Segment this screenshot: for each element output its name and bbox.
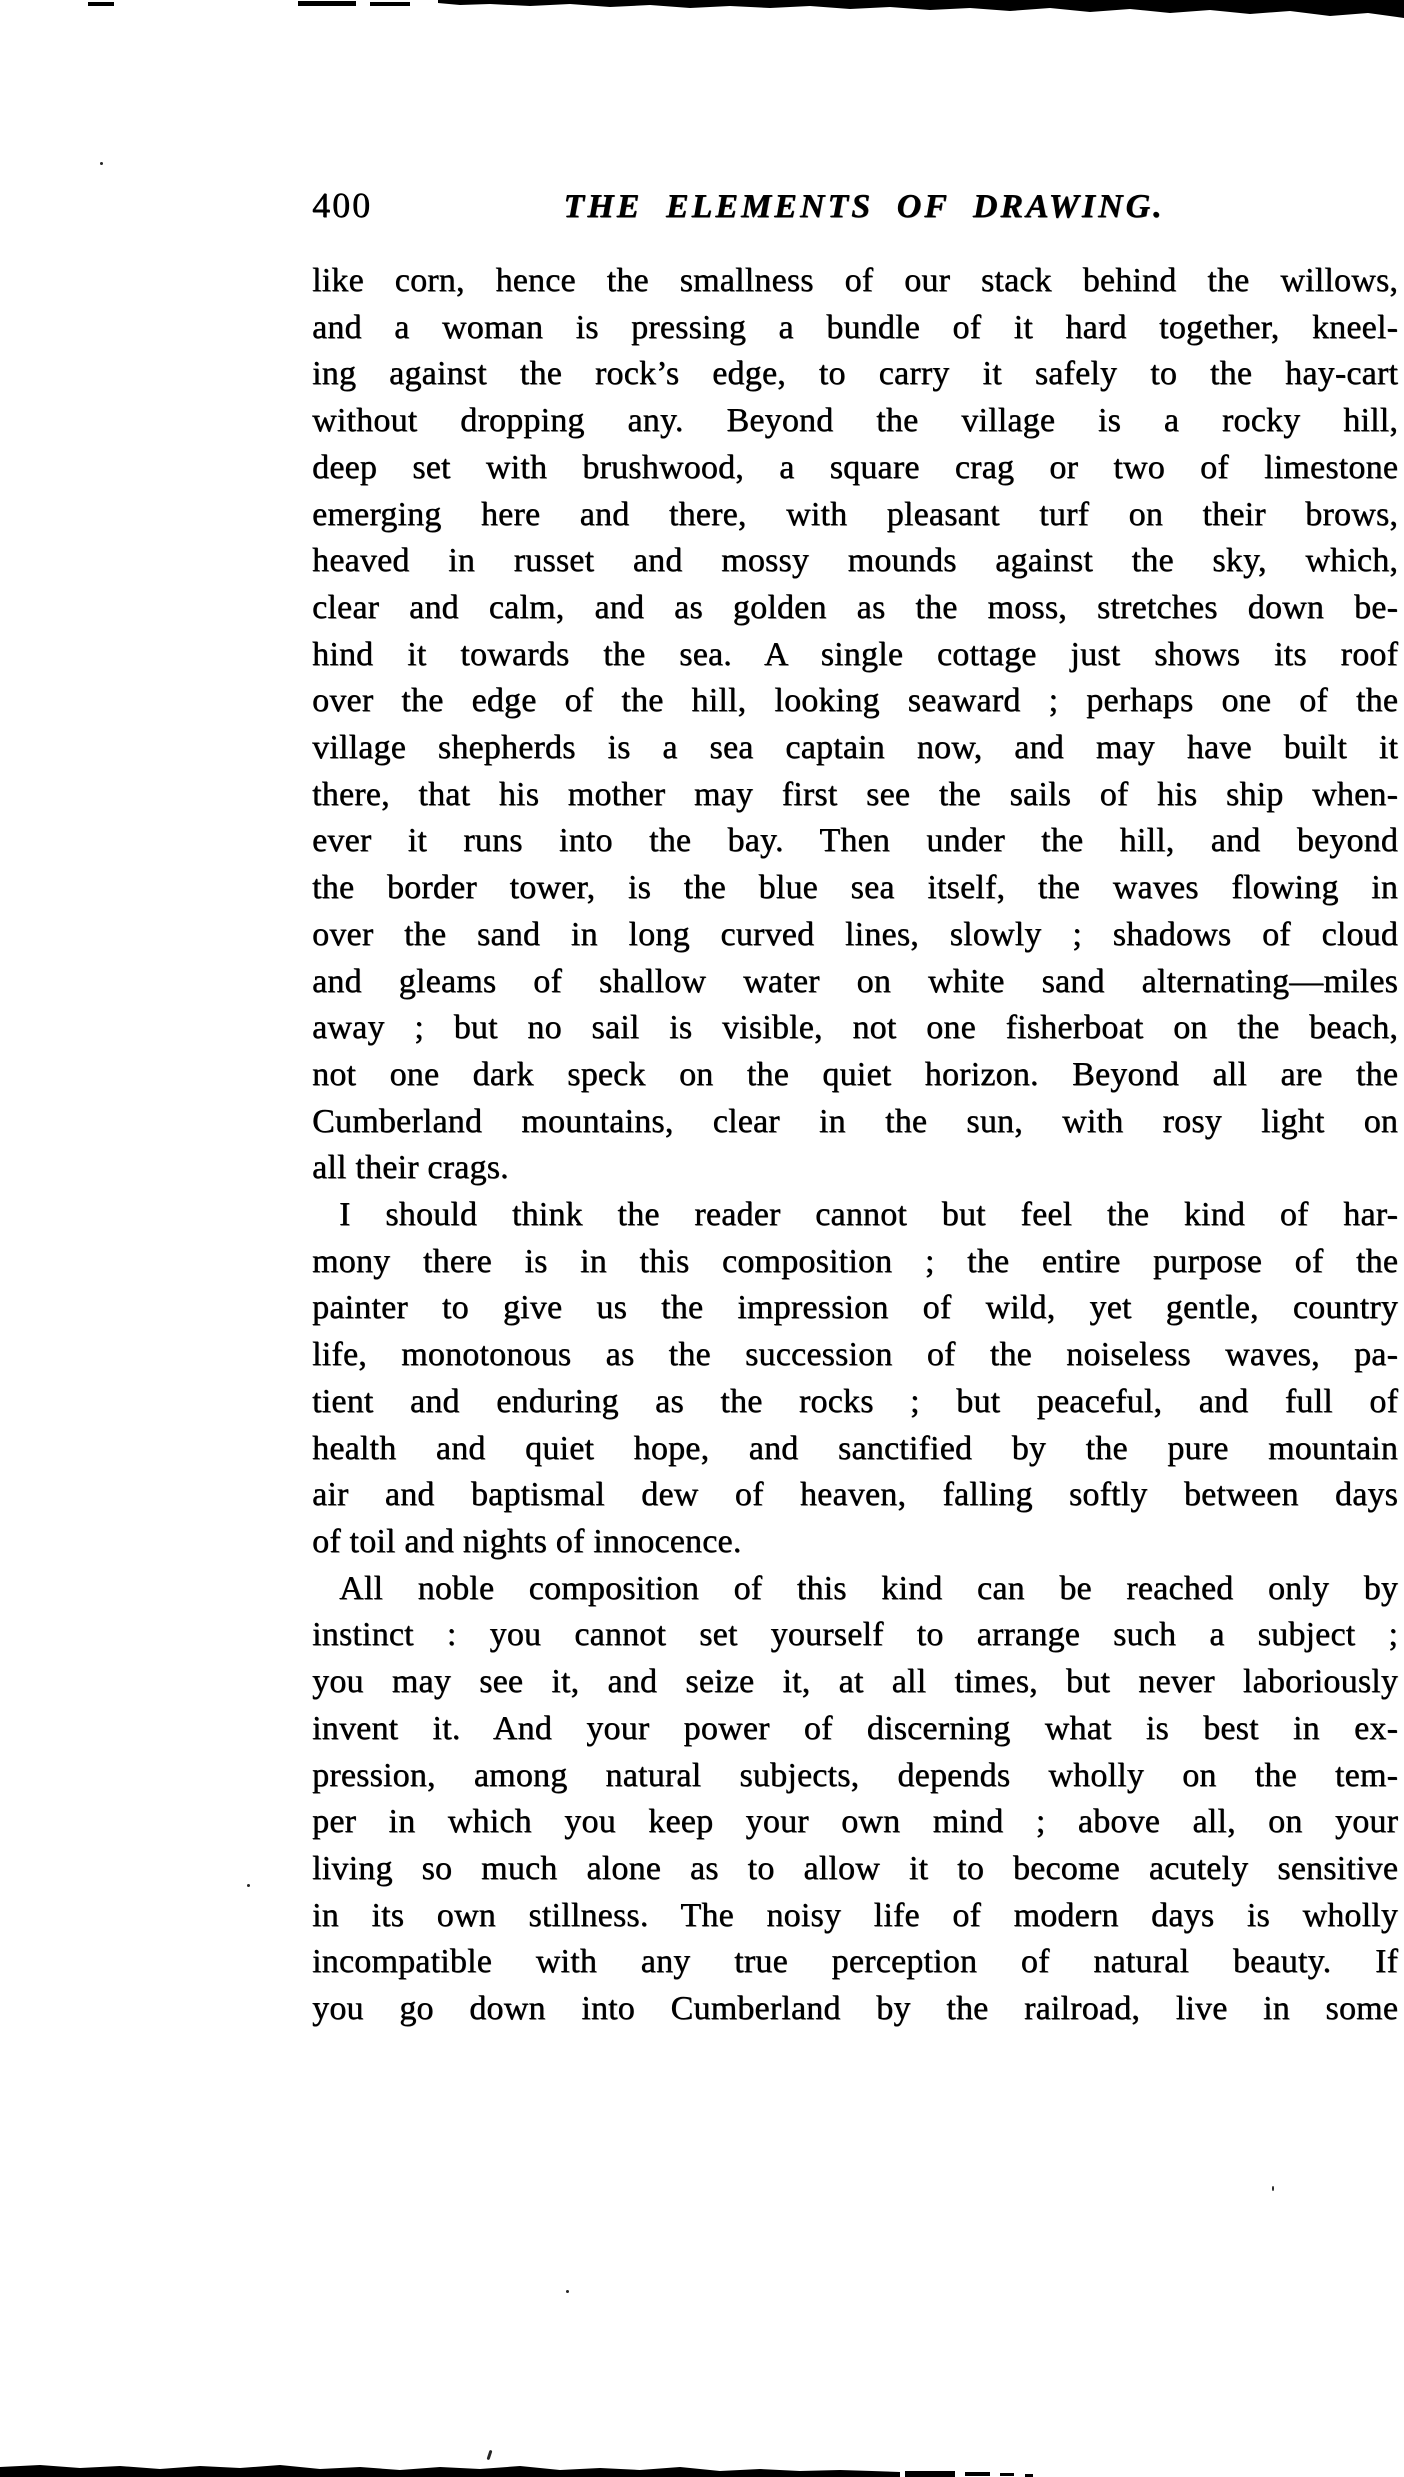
text-line: life, monotonous as the succession of the noiseless waves, pa- xyxy=(312,1336,1398,1374)
text-line: air and baptismal dew of heaven, falling softly between days xyxy=(312,1476,1398,1514)
text-line: living so much alone as to allow it to become acutely sensitive xyxy=(312,1849,1398,1887)
scan-artifact-bottom-edge xyxy=(0,2461,1404,2477)
text-line: pression, among natural subjects, depends wholly on the tem- xyxy=(312,1756,1398,1794)
scan-speck xyxy=(1272,2186,1274,2191)
text-line: ever it runs into the bay. Then under the hill, and beyond xyxy=(312,822,1398,860)
running-title: THE ELEMENTS OF DRAWING. xyxy=(563,188,1165,225)
text-line: deep set with brushwood, a square crag or two of limestone xyxy=(312,448,1398,486)
text-line: over the edge of the hill, looking seaward ; perhaps one of the xyxy=(312,682,1398,720)
text-line: all their crags. xyxy=(312,1149,509,1187)
page-body xyxy=(312,258,1398,2033)
text-line: and gleams of shallow water on white sand alternating—miles xyxy=(312,962,1398,1000)
text-line: over the sand in long curved lines, slowly ; shadows of cloud xyxy=(312,915,1398,953)
page-number: 400 xyxy=(312,185,372,225)
text-line: health and quiet hope, and sanctified by the pure mountain xyxy=(312,1429,1398,1467)
text-line: painter to give us the impression of wild, yet gentle, country xyxy=(312,1289,1398,1327)
text-line: All noble composition of this kind can be reached only by xyxy=(339,1569,1398,1607)
text-line: tient and enduring as the rocks ; but peaceful, and full of xyxy=(312,1382,1398,1420)
scan-speck xyxy=(247,1884,250,1887)
text-line: incompatible with any true perception of natural beauty. If xyxy=(312,1943,1398,1981)
text-line: the border tower, is the blue sea itself, the waves flowing in xyxy=(312,869,1398,907)
text-line: invent it. And your power of discerning what is best in ex- xyxy=(312,1709,1398,1747)
scan-artifact-top-edge xyxy=(0,0,1404,26)
text-line: in its own stillness. The noisy life of modern days is wholly xyxy=(312,1896,1398,1934)
text-line: village shepherds is a sea captain now, and may have built it xyxy=(312,729,1398,767)
scan-speck xyxy=(487,2450,493,2460)
text-line: clear and calm, and as golden as the moss, stretches down be- xyxy=(312,588,1398,626)
text-line: and a woman is pressing a bundle of it hard together, kneel- xyxy=(312,308,1398,346)
text-line: Cumberland mountains, clear in the sun, with rosy light on xyxy=(312,1102,1398,1140)
page-header xyxy=(312,184,1398,226)
text-line: hind it towards the sea. A single cottage just shows its roof xyxy=(312,635,1398,673)
text-line: mony there is in this composition ; the entire purpose of the xyxy=(312,1242,1398,1280)
text-line: ing against the rock’s edge, to carry it safely to the hay-cart xyxy=(312,355,1398,393)
text-line: you may see it, and seize it, at all times, but never laboriously xyxy=(312,1663,1398,1701)
text-line: away ; but no sail is visible, not one fisherboat on the beach, xyxy=(312,1009,1398,1047)
text-line: there, that his mother may first see the sails of his ship when- xyxy=(312,775,1398,813)
text-line: you go down into Cumberland by the railroad, live in some xyxy=(312,1990,1398,2028)
text-line: emerging here and there, with pleasant turf on their brows, xyxy=(312,495,1398,533)
text-line: without dropping any. Beyond the village is a rocky hill, xyxy=(312,402,1398,440)
text-line: like corn, hence the smallness of our stack behind the willows, xyxy=(312,262,1398,299)
scan-speck xyxy=(100,162,103,165)
text-line: heaved in russet and mossy mounds against the sky, which, xyxy=(312,542,1398,580)
text-line: per in which you keep your own mind ; above all, on your xyxy=(312,1803,1398,1841)
text-line: instinct : you cannot set yourself to arrange such a subject ; xyxy=(312,1616,1398,1654)
scan-speck xyxy=(566,2290,569,2293)
text-line: of toil and nights of innocence. xyxy=(312,1522,742,1560)
text-line: I should think the reader cannot but feel the kind of har- xyxy=(339,1196,1398,1234)
text-line: not one dark speck on the quiet horizon. Beyond all are the xyxy=(312,1055,1398,1093)
